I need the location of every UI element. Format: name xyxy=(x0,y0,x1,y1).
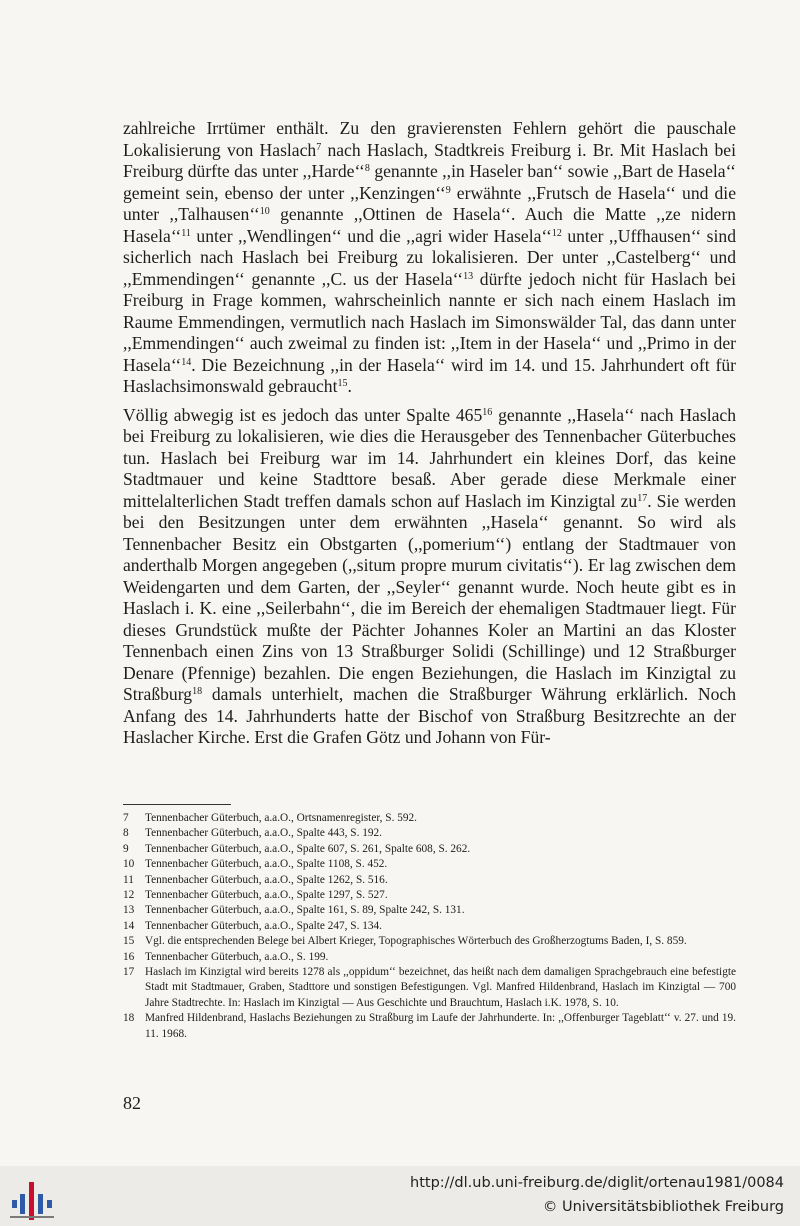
text-run: dürfte jedoch nicht für Haslach bei Freiburg in Frage kommen, wahrscheinlich nannte er sich nach einem Haslach im Raume Emmendingen, vermutlich nach Haslach im Simonswälder Tal, das dann unter ,,Emmendingen‘‘ auch zweimal zu finden ist: ,,Item in der Hasela‘‘ und ,,Primo in der Hasela‘‘ xyxy=(123,268,736,375)
footnote-number: 9 xyxy=(123,842,129,855)
text-run: zahlreiche Irrtümer enthält. Zu den gravierensten Fehlern gehört die pauschale Lokalisierung von Haslach xyxy=(123,118,736,160)
footnotes xyxy=(123,811,736,1042)
text-run: erwähnte ,,Frutsch de Hasela‘‘ und die unter ,,Talhausen‘‘ xyxy=(123,182,736,224)
footnote-text: Haslach im Kinzigtal wird bereits 1278 als ,,oppidum‘‘ bezeichnet, das heißt nach dem damaligen Sprachgebrauch eine befestigte Stadt mit Stadtmauer, Graben, Stadttore und sonstigen Befestigungen. Vgl. Manfred Hildenbrand, Haslach im Kinzigtal — 700 Jahre Stadtrechte. In: Haslach im Kinzigtal — Aus Geschichte und Brauchtum, Haslach i.K. 1978, S. 10. xyxy=(145,966,736,1009)
footnote-number: 18 xyxy=(123,1012,135,1025)
footnote-ref: 13 xyxy=(463,270,474,282)
text-run: unter ,,Wendlingen‘‘ und die ,,agri wider Hasela‘‘ xyxy=(190,225,552,246)
footnote-ref: 14 xyxy=(181,356,192,368)
logo-bar xyxy=(29,1182,34,1220)
text-run: unter ,,Uffhausen‘‘ sind sicherlich nach Haslach bei Freiburg zu lokalisieren. Der unter ,,Castelberg‘‘ und ,,Emmendingen‘‘ genannte ,,C. us der Hasela‘‘ xyxy=(123,225,737,289)
footnote xyxy=(123,919,736,934)
footnote xyxy=(123,873,736,888)
footnote-ref: 8 xyxy=(364,163,370,174)
text-run: damals unterhielt, machen die Straßburger Währung erklärlich. Noch Anfang des 14. Jahrhunderts hatte der Bischof von Straßburg Besitzrechte an der Haslacher Kirche. Erst die Grafen Götz und Johann von Für- xyxy=(123,684,736,747)
footnote-ref: 7 xyxy=(316,141,322,153)
viewer-footer xyxy=(0,1166,800,1226)
footnote-number: 13 xyxy=(123,904,135,917)
paragraph-1 xyxy=(123,118,736,398)
footnote-text: Manfred Hildenbrand, Haslachs Beziehungen zu Straßburg im Laufe der Jahrhunderte. In: ,,Offenburger Tageblatt‘‘ v. 27. und 19. 11. 1968. xyxy=(145,1012,736,1040)
logo-bar xyxy=(12,1200,17,1208)
footnote xyxy=(123,950,736,965)
footnote-ref: 17 xyxy=(637,492,648,504)
footnote-separator xyxy=(123,804,231,805)
text-run: Völlig abwegig ist es jedoch das unter Spalte 465 xyxy=(123,404,483,425)
footnote-ref: 10 xyxy=(259,206,270,217)
paragraph-2 xyxy=(123,405,736,749)
footnote-number: 8 xyxy=(123,827,129,840)
text-run: . Sie werden bei den Besitzungen unter dem erwähnten ,,Hasela‘‘ genannt. So wird als Tennenbacher Besitz ein Obstgarten (,,pomerium‘‘) entlang der Stadtmauer von anderthalb Morgen angegeben (,,situm propre murum civitatis‘‘). Er lag zwischen dem Weidengarten und dem Garten, der ,,Seyler‘‘ genannt wurde. Noch heute gibt es in Haslach i. K. eine ,,Seilerbahn‘‘, die im Bereich der ehemaligen Stadtmauer liegt. Für dieses Grundstück mußte der Pächter Johannes Koler an Martini an das Kloster Tennenbach einen Zins von 13 Straßburger Solidi (Schillinge) und 12 Straßburger Denare (Pfennige) bezahlen. Die engen Beziehungen, die Haslach im Kinzigtal zu Straßburg xyxy=(123,490,736,704)
footnote-number: 16 xyxy=(123,950,135,963)
footnote-ref: 15 xyxy=(337,378,348,389)
footnote-text: Tennenbacher Güterbuch, a.a.O., Spalte 1262, S. 516. xyxy=(145,873,388,886)
footnote-ref: 9 xyxy=(445,184,451,196)
footnote-number: 12 xyxy=(123,889,135,902)
ub-freiburg-logo-icon[interactable] xyxy=(10,1176,54,1222)
text-run: nach Haslach, Stadtkreis Freiburg i. Br. Mit Haslach bei Freiburg dürfte das unter ,,Harde‘‘ xyxy=(123,139,736,181)
footnote-number: 14 xyxy=(123,919,135,932)
logo-bar xyxy=(10,1216,54,1218)
footnote-text: Tennenbacher Güterbuch, a.a.O., S. 199. xyxy=(145,950,329,963)
footnote-text: Tennenbacher Güterbuch, a.a.O., Spalte 1297, S. 527. xyxy=(145,889,388,902)
footnote-number: 7 xyxy=(123,812,129,824)
logo-bar xyxy=(47,1200,52,1208)
footnote-number: 15 xyxy=(123,935,135,948)
footnote xyxy=(123,934,736,949)
footnote-number: 10 xyxy=(123,858,135,871)
footnote-text: Tennenbacher Güterbuch, a.a.O., Spalte 607, S. 261, Spalte 608, S. 262. xyxy=(145,842,471,855)
page-number: 82 xyxy=(123,1093,141,1113)
footnote xyxy=(123,965,736,1011)
text-run: . xyxy=(347,376,352,396)
footnote xyxy=(123,903,736,918)
logo-bar xyxy=(38,1194,43,1214)
main-text xyxy=(123,118,736,756)
footnote-text: Tennenbacher Güterbuch, a.a.O., Spalte 1108, S. 452. xyxy=(145,858,388,871)
footnote-text: Tennenbacher Güterbuch, a.a.O., Ortsnamenregister, S. 592. xyxy=(145,812,417,824)
logo-bar xyxy=(20,1194,25,1214)
footnote xyxy=(123,811,736,826)
footnote xyxy=(123,842,736,857)
footnote-text: Tennenbacher Güterbuch, a.a.O., Spalte 161, S. 89, Spalte 242, S. 131. xyxy=(145,904,465,917)
footnote-number: 17 xyxy=(123,966,135,979)
text-run: genannte ,,Ottinen de Hasela‘‘. Auch die Matte ,,ze nidern Hasela‘‘ xyxy=(123,204,736,246)
footnote xyxy=(123,1011,736,1042)
permalink[interactable]: http://dl.ub.uni-freiburg.de/diglit/ortenau1981/0084 xyxy=(410,1175,784,1191)
footnote-ref: 11 xyxy=(181,227,191,239)
text-run: genannte ,,in Haseler ban‘‘ sowie ,,Bart de Hasela‘‘ gemeint sein, ebenso der unter ,,Kenzingen‘‘ xyxy=(123,161,737,203)
footnote-ref: 12 xyxy=(551,227,562,239)
footnote-ref: 18 xyxy=(192,686,203,697)
copyright-notice: © Universitätsbibliothek Freiburg xyxy=(542,1199,784,1215)
footnote-ref: 16 xyxy=(482,406,493,418)
text-run: . Die Bezeichnung ,,in der Hasela‘‘ wird im 14. und 15. Jahrhundert oft für Haslachsimonswald gebraucht xyxy=(123,354,736,396)
footnote xyxy=(123,826,736,841)
footnote-text: Tennenbacher Güterbuch, a.a.O., Spalte 247, S. 134. xyxy=(145,919,383,932)
footnote xyxy=(123,857,736,872)
text-run: genannte ,,Hasela‘‘ nach Haslach bei Freiburg zu lokalisieren, wie dies die Herausgeber des Tennenbacher Güterbuches tun. Haslach bei Freiburg war im 14. Jahrhundert ein kleines Dorf, das keine Stadtmauer und keine Stadttore besaß. Aber gerade diese Merkmale einer mittelalterlichen Stadt treffen damals schon auf Haslach im Kinzigtal zu xyxy=(123,404,736,511)
footnote-text: Vgl. die entsprechenden Belege bei Albert Krieger, Topographisches Wörterbuch des Großherzogtums Baden, I, S. 859. xyxy=(145,935,687,948)
footnote-number: 11 xyxy=(123,873,134,886)
footnote-text: Tennenbacher Güterbuch, a.a.O., Spalte 443, S. 192. xyxy=(145,827,383,840)
footnote xyxy=(123,888,736,903)
